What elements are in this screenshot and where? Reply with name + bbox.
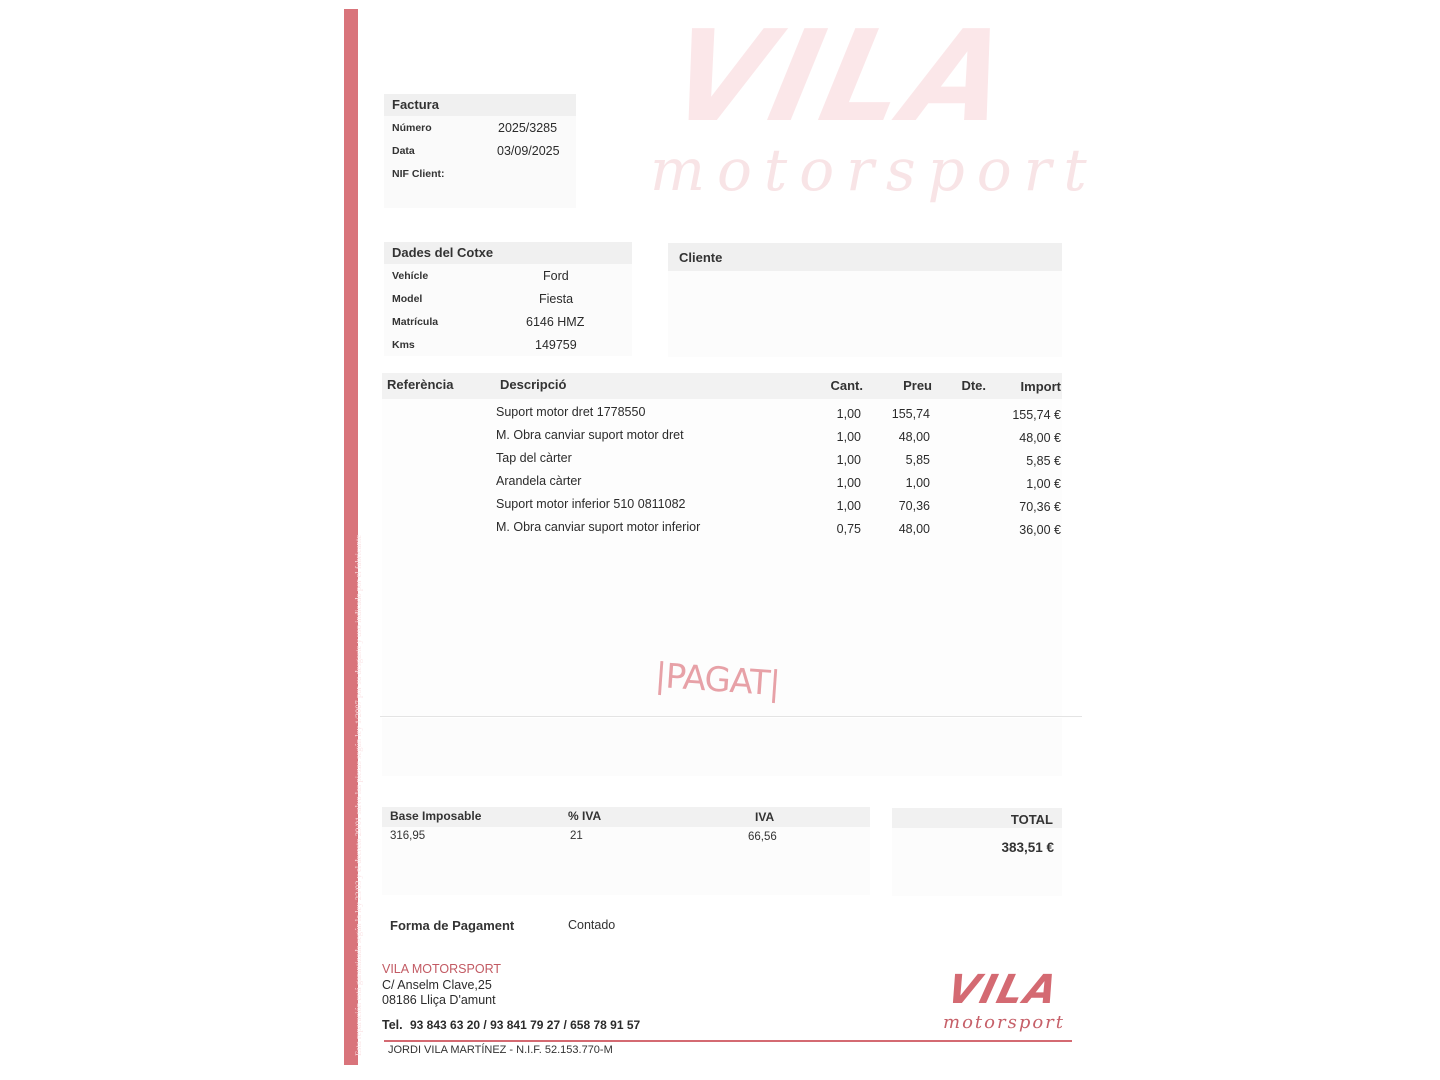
item-quantity: 1,00 xyxy=(836,407,861,421)
car-title: Dades del Cotxe xyxy=(392,245,494,260)
pct-iva-label: % IVA xyxy=(568,809,602,823)
vehicle-value: Ford xyxy=(543,269,569,283)
matricula-value: 6146 HMZ xyxy=(526,315,585,329)
tel-numbers: 93 843 63 20 / 93 841 79 27 / 658 78 91 57 xyxy=(410,1018,641,1032)
item-quantity: 1,00 xyxy=(836,430,861,444)
col-referencia: Referència xyxy=(387,377,454,392)
item-price: 1,00 xyxy=(905,476,930,490)
item-price: 48,00 xyxy=(898,430,930,444)
item-amount: 5,85 € xyxy=(1026,454,1061,468)
model-label: Model xyxy=(392,293,423,305)
item-description: M. Obra canviar suport motor inferior xyxy=(496,520,701,534)
payment-value: Contado xyxy=(568,918,616,932)
col-cant: Cant. xyxy=(830,378,863,393)
item-amount: 155,74 € xyxy=(1012,408,1061,422)
kms-label: Kms xyxy=(392,339,415,351)
owner-info: JORDI VILA MARTÍNEZ - N.I.F. 52.153.770-M xyxy=(388,1044,613,1056)
side-legal-note: Esta reparación está garantizada según la ley 23/03 y el decreto 29/01 salvo las piezas según ley 1/2007 por su desgaste y uso indicado por el fabricante xyxy=(353,534,363,1056)
total-body-bg xyxy=(892,828,1062,896)
item-amount: 1,00 € xyxy=(1026,477,1061,491)
numero-value: 2025/3285 xyxy=(498,121,558,135)
data-label: Data xyxy=(392,145,415,157)
footer-line xyxy=(384,1040,1072,1042)
vehicle-label: Vehícle xyxy=(392,270,429,282)
kms-value: 149759 xyxy=(535,338,577,352)
company-address-1: C/ Anselm Clave,25 xyxy=(382,978,492,992)
client-header-bg xyxy=(668,243,1062,271)
notes-area xyxy=(382,718,1062,776)
item-quantity: 0,75 xyxy=(836,522,861,536)
paid-stamp: |PAGAT| xyxy=(653,655,781,705)
payment-label: Forma de Pagament xyxy=(390,918,515,933)
item-description: Tap del càrter xyxy=(496,451,572,465)
numero-label: Número xyxy=(392,122,432,134)
company-logo-brand: VILA xyxy=(942,967,1065,1013)
pct-iva-value: 21 xyxy=(570,830,583,842)
item-price: 48,00 xyxy=(898,522,930,536)
item-price: 155,74 xyxy=(891,407,930,421)
col-import: Import xyxy=(1020,379,1061,394)
total-label: TOTAL xyxy=(1010,812,1053,827)
base-value: 316,95 xyxy=(390,830,426,842)
company-address-2: 08186 Lliça D'amunt xyxy=(382,993,496,1007)
table-bottom-line xyxy=(380,716,1082,717)
item-description: Arandela càrter xyxy=(496,474,582,488)
base-label: Base Imposable xyxy=(390,809,482,823)
totals-body-bg xyxy=(382,827,870,895)
tel-label: Tel. xyxy=(382,1018,403,1032)
item-quantity: 1,00 xyxy=(836,499,861,513)
col-preu: Preu xyxy=(903,378,932,393)
iva-label: IVA xyxy=(755,810,775,824)
iva-value: 66,56 xyxy=(748,831,777,843)
col-dte: Dte. xyxy=(961,378,986,393)
item-price: 70,36 xyxy=(898,499,930,513)
item-amount: 36,00 € xyxy=(1019,523,1061,537)
matricula-label: Matrícula xyxy=(392,316,439,328)
watermark-brand: VILA xyxy=(656,3,1026,150)
col-descripcio: Descripció xyxy=(500,377,567,392)
item-amount: 70,36 € xyxy=(1019,500,1061,514)
item-description: M. Obra canviar suport motor dret xyxy=(496,428,684,442)
company-logo-sub: motorsport xyxy=(943,1012,1066,1033)
company-name: VILA MOTORSPORT xyxy=(382,962,502,976)
item-description: Suport motor inferior 510 0811082 xyxy=(496,497,686,511)
client-title: Cliente xyxy=(679,250,723,265)
item-quantity: 1,00 xyxy=(836,453,861,467)
nif-label: NIF Client: xyxy=(392,168,445,180)
watermark-sub: motorsport xyxy=(650,136,1099,204)
item-price: 5,85 xyxy=(905,453,930,467)
item-description: Suport motor dret 1778550 xyxy=(496,405,646,419)
model-value: Fiesta xyxy=(539,292,574,306)
factura-title: Factura xyxy=(392,97,439,112)
item-amount: 48,00 € xyxy=(1019,431,1061,445)
data-value: 03/09/2025 xyxy=(497,144,560,158)
total-value: 383,51 € xyxy=(1001,840,1054,855)
client-body-bg xyxy=(668,271,1062,357)
item-quantity: 1,00 xyxy=(836,476,861,490)
